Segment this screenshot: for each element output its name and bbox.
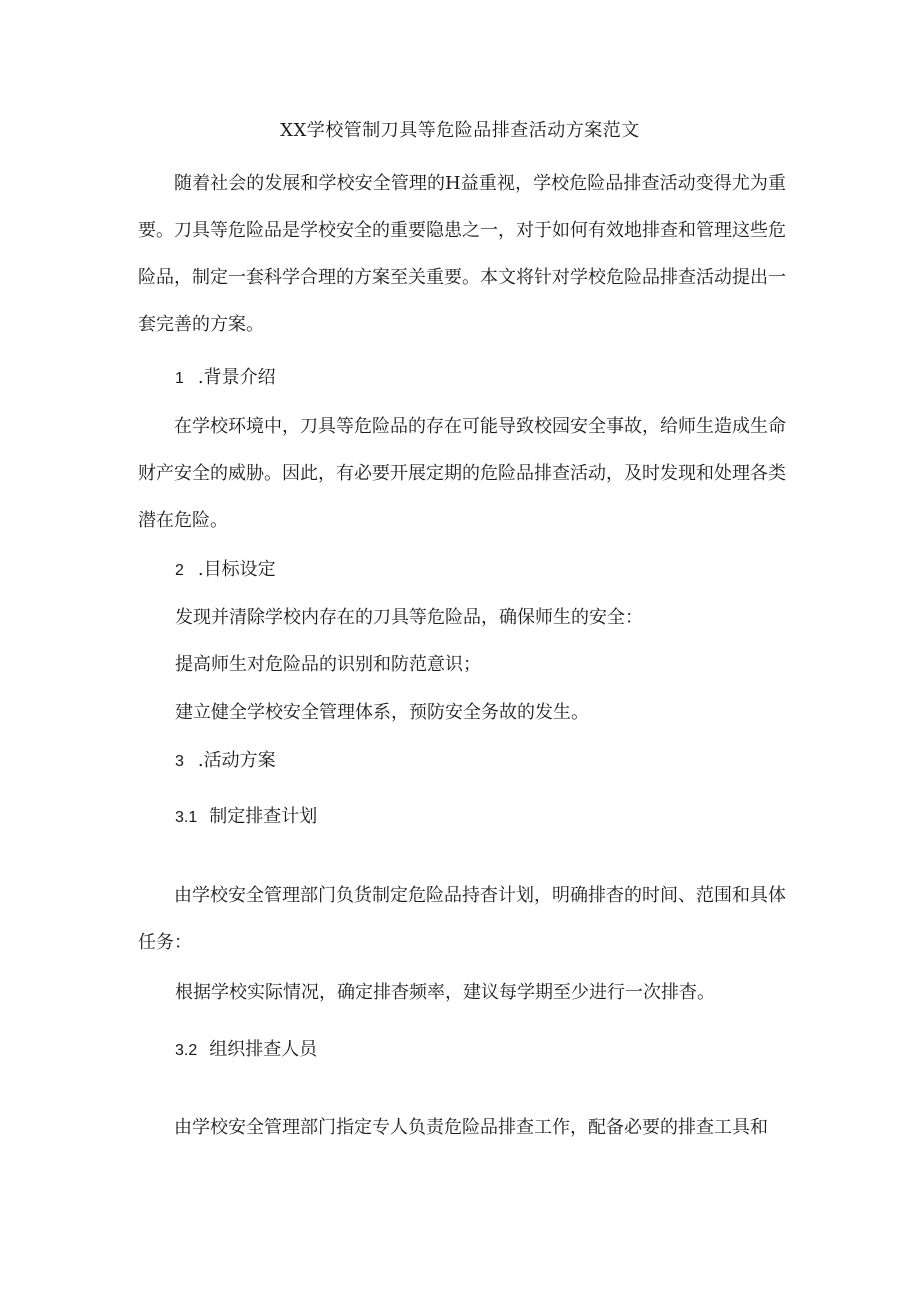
section-2-title: .目标设定 xyxy=(197,559,276,580)
document-title: XX学校管制刀具等危险品排查活动方案范文 xyxy=(280,120,640,141)
subsection-3-1-body: 由学校安全管理部门负货制定危险品持杳计划，明确排杳的时间、范围和具体任务： xyxy=(138,885,786,953)
subsection-3-1-heading xyxy=(175,804,317,831)
subsection-3-2-number: 3.2 xyxy=(175,1042,198,1059)
section-3-heading xyxy=(175,748,276,775)
subsection-3-2-heading xyxy=(175,1037,317,1064)
subsection-3-2-body: 由学校安全管理部门指定专人负责危险品排查工作，配备必要的排查工具和 xyxy=(174,1117,768,1138)
section-1-title: .背景介绍 xyxy=(197,367,276,388)
intro-paragraph: 随着社会的发展和学校安全管理的H益重视，学校危险品排查活动变得尤为重要。刀具等危险品是学校安全的重要隐患之一，对于如何有效地排查和管理这些危险品，制定一套科学合理的方案至关重要。本文将针对学校危险品排查活动提出一套完善的方案。 xyxy=(138,173,786,335)
goal-item-3: 建立健全学校安全管理体系，预防安全务故的发生。 xyxy=(175,702,589,723)
section-2-heading xyxy=(175,557,276,584)
section-1-body: 在学校环境中，刀具等危险品的存在可能导致校园安全事故，给师生造成生命财产安全的威胁。因此，有必要开展定期的危险品排查活动，及时发现和处理各类潜在危险。 xyxy=(138,416,786,531)
goal-item-2: 提高师生对危险品的识别和防范意识； xyxy=(175,654,481,675)
subsection-3-1-extra: 根据学校实际情况，确定排杳频率，建议每学期至少进行一次排杳。 xyxy=(175,982,715,1003)
subsection-3-1-title: 制定排查计划 xyxy=(209,806,318,827)
subsection-3-1-number: 3.1 xyxy=(175,809,198,826)
section-1-number: 1 xyxy=(175,370,184,387)
section-3-title: .活动方案 xyxy=(197,750,276,771)
subsection-3-2-title: 组织排查人员 xyxy=(209,1039,318,1060)
section-2-number: 2 xyxy=(175,562,184,579)
section-1-heading xyxy=(175,365,276,392)
section-3-number: 3 xyxy=(175,753,184,770)
goal-item-1: 发现并清除学校内存在的刀具等危险品，确保师生的安全： xyxy=(175,607,643,628)
